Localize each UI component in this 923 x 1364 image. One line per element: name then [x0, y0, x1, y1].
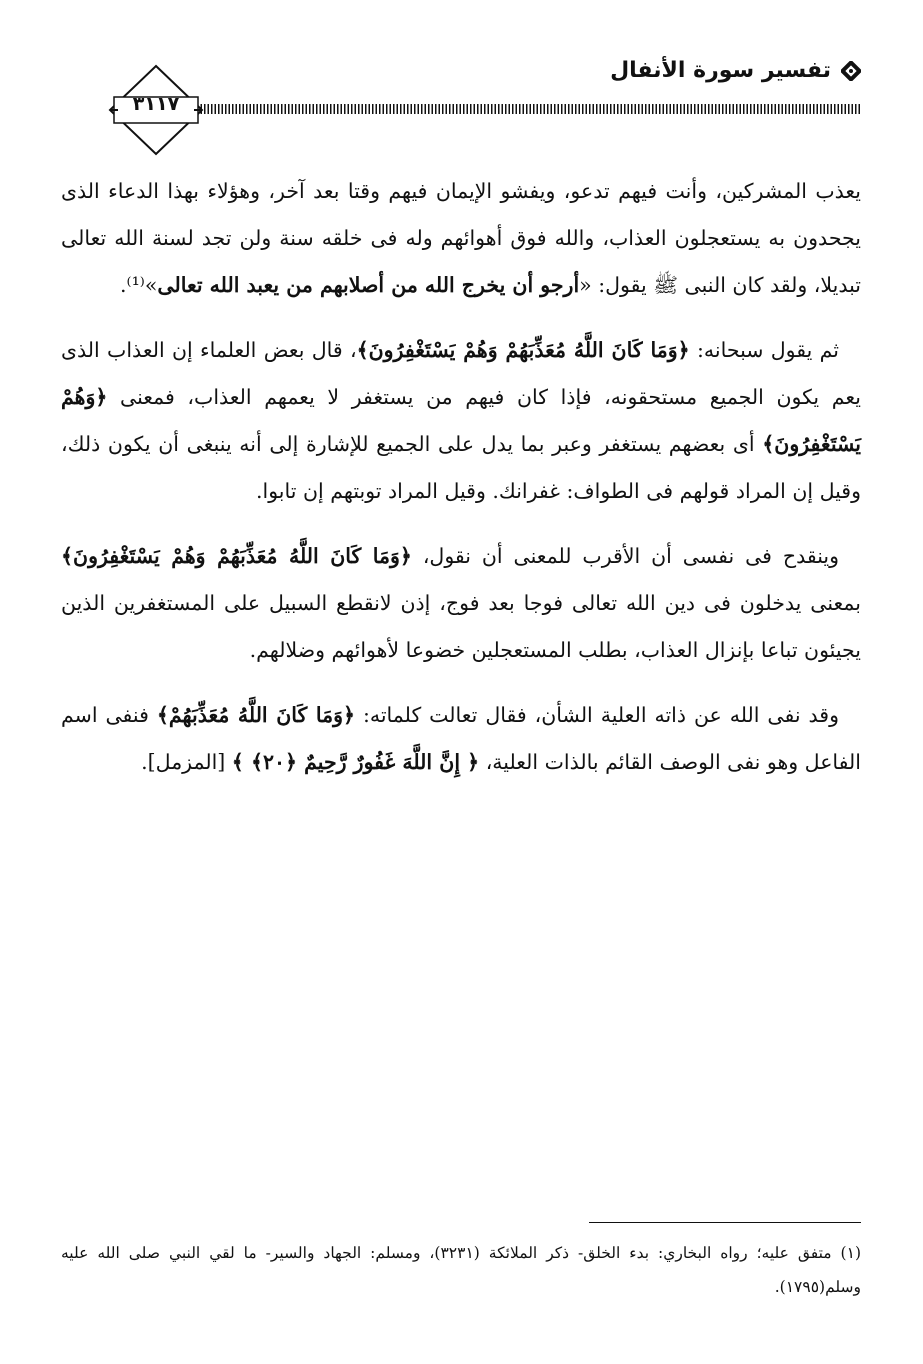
chapter-title: تفسير سورة الأنفال — [610, 58, 831, 83]
paragraph-text: يعذب المشركين، وأنت فيهم تدعو، ويفشو الإيمان فيهم وقتا بعد آخر، وهؤلاء بهذا الدعاء الذى يجحدون به يستعجلون العذاب، والله فوق أهوائهم وله فى خلقه سنة ولن تجد لسنة الله تعالى تبديلا، ولقد كان النبى ﷺ يقول: « — [61, 179, 861, 297]
ornament-icon — [841, 61, 861, 81]
paragraph-4 — [61, 692, 861, 786]
hadith-quote: أرجو أن يخرج الله من أصلابهم من يعبد الله تعالى — [157, 273, 580, 297]
body-text — [61, 168, 861, 804]
quran-verse: ﴿وَمَا كَانَ اللَّهُ مُعَذِّبَهُمْ وَهُمْ يَسْتَغْفِرُونَ﴾ — [356, 338, 690, 362]
quran-verse: ﴿وَهُمْ يَسْتَغْفِرُونَ﴾ — [61, 385, 861, 456]
paragraph-text: ثم يقول سبحانه: — [689, 338, 839, 362]
paragraph-2 — [61, 327, 861, 515]
paragraph-text: وقد نفى الله عن ذاته العلية الشأن، فقال تعالت كلماته: — [355, 703, 840, 727]
paragraph-text: فنفى اسم الفاعل وهو نفى الوصف القائم بالذات العلية، — [61, 703, 861, 774]
footnote-separator — [589, 1222, 861, 1223]
paragraph-text: أى بعضهم يستغفر وعبر بما يدل على الجميع للإشارة إلى أنه ينبغى أن يكون ذلك، وقيل إن المراد قولهم فى الطواف: غفرانك. وقيل المراد توبتهم إن تابوا. — [61, 432, 861, 503]
page-number: ٣١١٧ — [132, 93, 180, 115]
paragraph-text: بمعنى يدخلون فى دين الله تعالى فوجا بعد فوج، إذن لانقطع السبيل على المستغفرين الذين يجيئون تباعا بإنزال العذاب، بطلب المستعجلين خضوعا لأهوائهم وضلالهم. — [61, 591, 861, 662]
quran-verse: ﴿ إِنَّ اللَّهَ غَفُورٌ رَّحِيمٌ ﴿٢٠﴾ ﴾ — [231, 750, 480, 774]
footnote: (١) متفق عليه؛ رواه البخاري: بدء الخلق- ذكر الملائكة (٣٢٣١)، ومسلم: الجهاد والسير- ما لقي النبي صلى الله عليه وسلم(١٧٩٥). — [61, 1244, 861, 1296]
paragraph-text: [المزمل]. — [141, 750, 232, 774]
paragraph-3 — [61, 533, 861, 674]
header-rule — [190, 104, 861, 114]
paragraph-text: ، قال بعض العلماء إن العذاب الذى يعم يكون الجميع مستحقونه، فإذا كان فيهم من يستغفر لا يعمهم العذاب، فمعنى — [61, 338, 861, 409]
quran-verse: ﴿وَمَا كَانَ اللَّهُ مُعَذِّبَهُمْ﴾ — [156, 703, 355, 727]
running-header — [610, 58, 861, 83]
paragraph-1 — [61, 168, 861, 309]
quran-verse: ﴿وَمَا كَانَ اللَّهُ مُعَذِّبَهُمْ وَهُمْ يَسْتَغْفِرُونَ﴾ — [61, 544, 412, 568]
paragraph-text: »⁽¹⁾. — [120, 273, 158, 297]
paragraph-text: وينقدح فى نفسى أن الأقرب للمعنى أن نقول، — [411, 544, 839, 568]
